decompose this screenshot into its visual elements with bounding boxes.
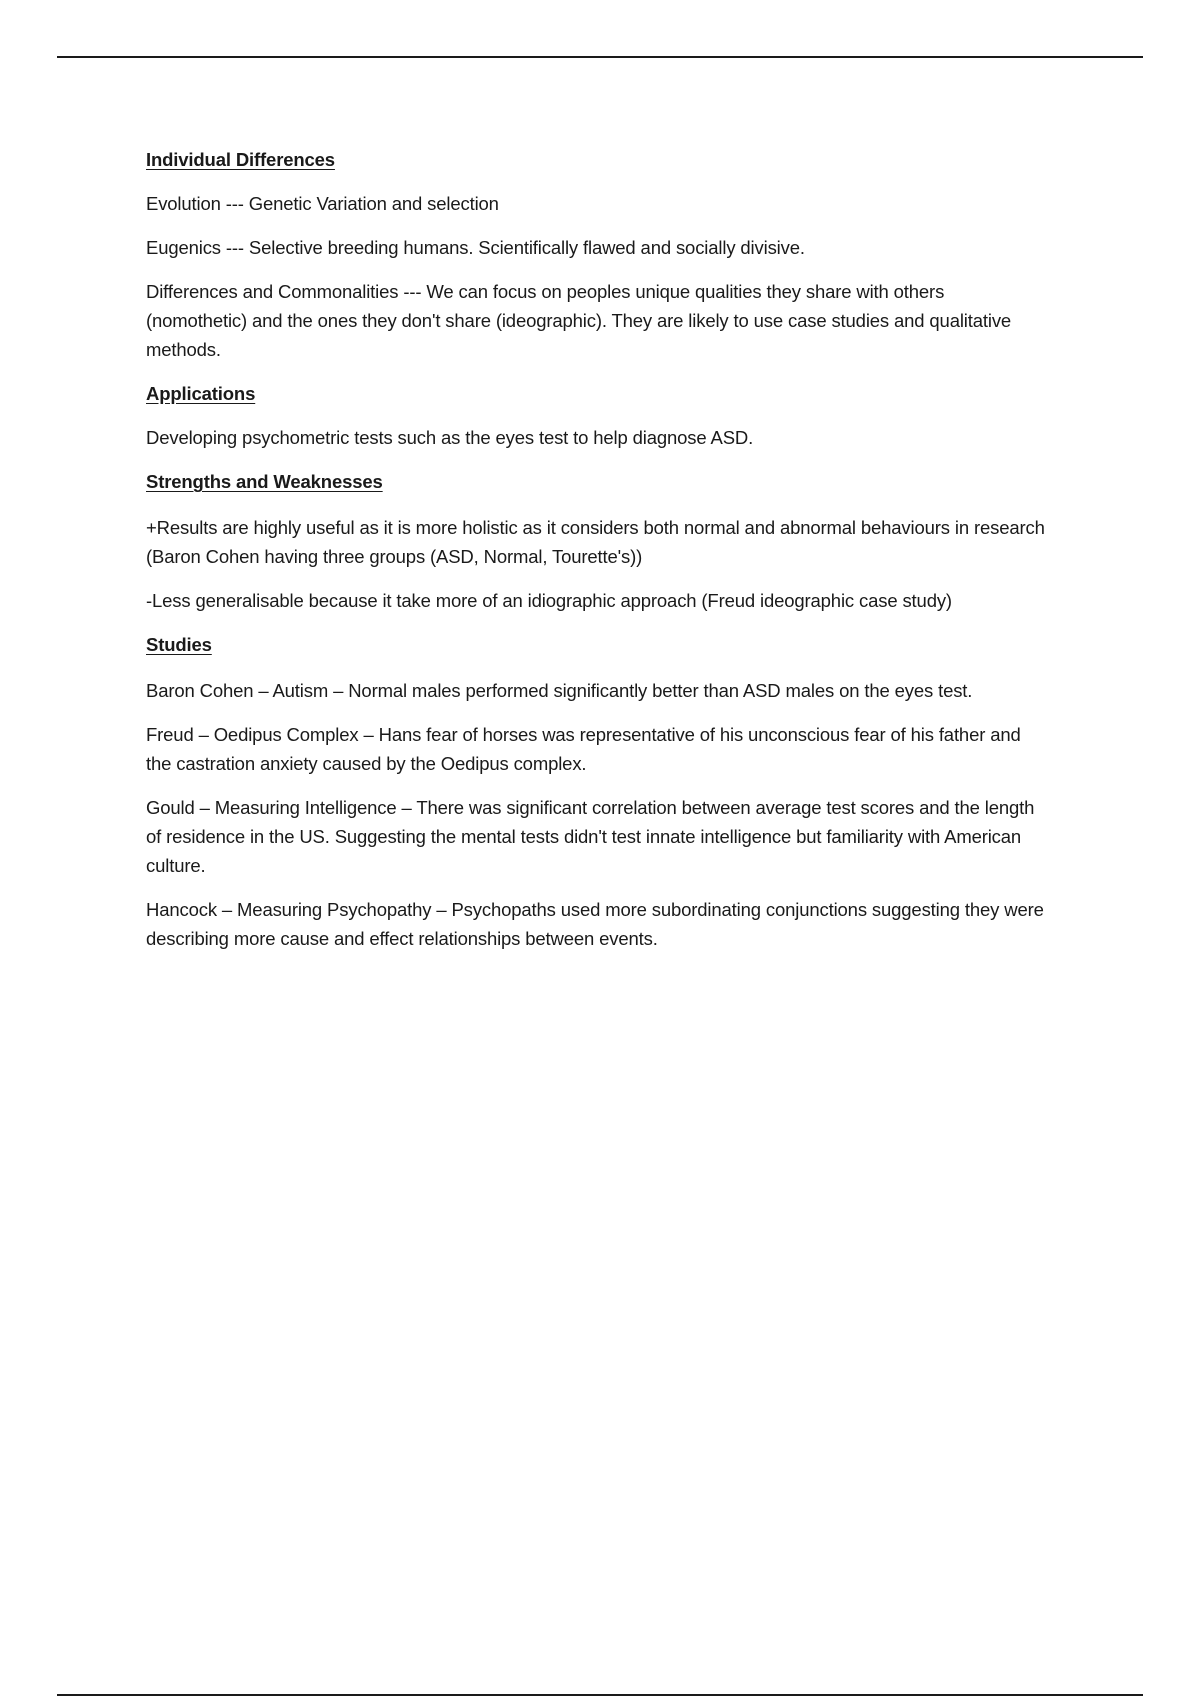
paragraph-evolution: Evolution --- Genetic Variation and selection xyxy=(146,193,499,214)
section-heading: Individual Differences xyxy=(146,149,335,170)
page-header-rule xyxy=(57,56,1143,58)
paragraph-study-baron-cohen: Baron Cohen – Autism – Normal males performed significantly better than ASD males on the eyes test. xyxy=(146,680,973,701)
section-strengths-weaknesses xyxy=(146,467,1046,615)
paragraph-strength: +Results are highly useful as it is more holistic as it considers both normal and abnormal behaviours in research (Baron Cohen having three groups (ASD, Normal, Tourette's)) xyxy=(146,517,1045,567)
document-body xyxy=(146,145,1046,968)
section-heading: Studies xyxy=(146,634,212,655)
paragraph-study-freud: Freud – Oedipus Complex – Hans fear of horses was representative of his unconscious fear of his father and the castration anxiety caused by the Oedipus complex. xyxy=(146,724,1021,774)
paragraph-psychometric-tests: Developing psychometric tests such as the eyes test to help diagnose ASD. xyxy=(146,427,754,448)
section-heading: Applications xyxy=(146,383,256,404)
paragraph-study-gould: Gould – Measuring Intelligence – There was significant correlation between average test scores and the length of residence in the US. Suggesting the mental tests didn't test innate intelligence but familiarity with American culture. xyxy=(146,797,1035,876)
page-footer-rule xyxy=(57,1694,1143,1696)
section-heading: Strengths and Weaknesses xyxy=(146,471,383,492)
section-individual-differences xyxy=(146,145,1046,364)
paragraph-weakness: -Less generalisable because it take more of an idiographic approach (Freud ideographic case study) xyxy=(146,590,952,611)
section-studies xyxy=(146,630,1046,953)
paragraph-differences-commonalities: Differences and Commonalities --- We can focus on peoples unique qualities they share with others (nomothetic) and the ones they don't share (ideographic). They are likely to use case studies and qualitative methods. xyxy=(146,281,1012,360)
section-applications xyxy=(146,379,1046,452)
paragraph-study-hancock: Hancock – Measuring Psychopathy – Psychopaths used more subordinating conjunctions suggesting they were describing more cause and effect relationships between events. xyxy=(146,899,1044,949)
paragraph-eugenics: Eugenics --- Selective breeding humans. Scientifically flawed and socially divisive. xyxy=(146,237,805,258)
